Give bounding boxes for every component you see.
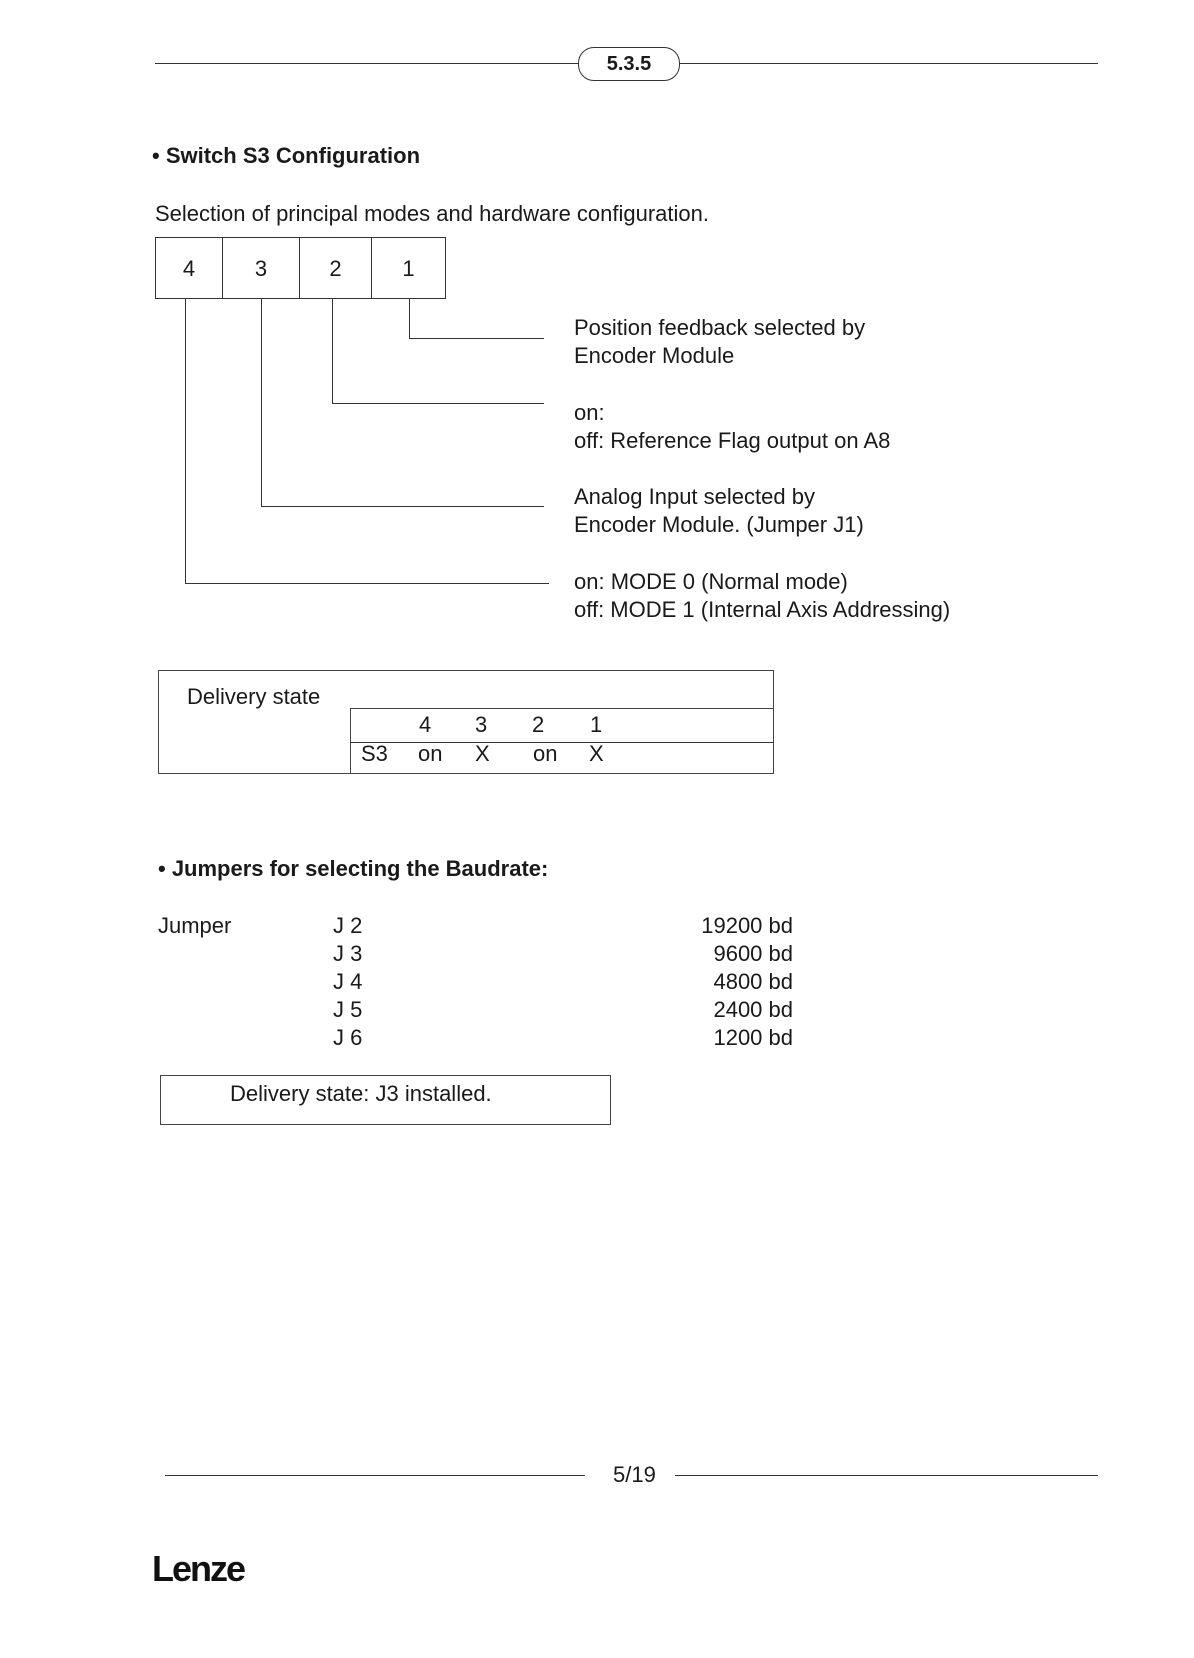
leader-switch-3-horizontal [261, 506, 544, 507]
switch-4-desc-line-2: off: MODE 1 (Internal Axis Addressing) [574, 597, 951, 622]
delivery-header-1: 1 [590, 712, 603, 737]
switch-section-heading: • Switch S3 Configuration [152, 143, 421, 168]
jumper-id: J 2 [333, 913, 363, 938]
header-rule-left [155, 63, 578, 64]
jumper-section-heading: • Jumpers for selecting the Baudrate: [158, 856, 549, 881]
delivery-value-2: on [533, 741, 558, 766]
page-number: 5/19 [613, 1462, 656, 1487]
switch-2-desc-line-2: off: Reference Flag output on A8 [574, 428, 891, 453]
leader-switch-2-horizontal [332, 403, 544, 404]
jumper-delivery-note: Delivery state: J3 installed. [230, 1081, 492, 1106]
leader-switch-2-vertical [332, 299, 333, 403]
delivery-row-label: S3 [361, 741, 388, 766]
lenze-logo [152, 1548, 244, 1590]
switch-3-desc-line-2: Encoder Module. (Jumper J1) [574, 512, 864, 537]
jumper-id: J 3 [333, 941, 363, 966]
jumper-id: J 4 [333, 969, 363, 994]
switch-section-intro: Selection of principal modes and hardware configuration. [155, 201, 709, 226]
jumper-baudrate: 9600 bd [713, 941, 793, 966]
switch-cell-3: 3 [222, 237, 300, 299]
section-number-badge: 5.3.5 [578, 47, 680, 81]
delivery-value-1: X [589, 741, 604, 766]
leader-switch-1-vertical [409, 299, 410, 338]
jumper-baudrate: 19200 bd [701, 913, 793, 938]
leader-switch-4-vertical [185, 299, 186, 583]
footer-rule-right [675, 1475, 1098, 1476]
switch-cell-2: 2 [299, 237, 372, 299]
switch-cell-1: 1 [371, 237, 446, 299]
jumper-baudrate: 2400 bd [713, 997, 793, 1022]
leader-switch-3-vertical [261, 299, 262, 506]
jumper-label: Jumper [158, 913, 232, 938]
switch-1-desc-line-1: Position feedback selected by [574, 315, 866, 340]
switch-cell-4: 4 [155, 237, 223, 299]
switch-3-desc-line-1: Analog Input selected by [574, 484, 815, 509]
delivery-value-4: on [418, 741, 443, 766]
jumper-baudrate: 1200 bd [713, 1025, 793, 1050]
delivery-state-grid-divider [350, 742, 774, 743]
brand-name: Lenze [152, 1548, 245, 1589]
jumper-id: J 5 [333, 997, 363, 1022]
delivery-header-2: 2 [532, 712, 545, 737]
jumper-id: J 6 [333, 1025, 363, 1050]
delivery-header-3: 3 [475, 712, 488, 737]
switch-1-desc-line-2: Encoder Module [574, 343, 735, 368]
switch-2-desc-line-1: on: [574, 400, 605, 425]
delivery-state-grid [350, 708, 774, 774]
footer-rule-left [165, 1475, 585, 1476]
delivery-header-4: 4 [419, 712, 432, 737]
delivery-state-label: Delivery state [187, 684, 321, 709]
jumper-baudrate: 4800 bd [713, 969, 793, 994]
leader-switch-4-horizontal [185, 583, 549, 584]
delivery-value-3: X [475, 741, 490, 766]
header-rule-right [678, 63, 1098, 64]
switch-4-desc-line-1: on: MODE 0 (Normal mode) [574, 569, 848, 594]
leader-switch-1-horizontal [409, 338, 544, 339]
